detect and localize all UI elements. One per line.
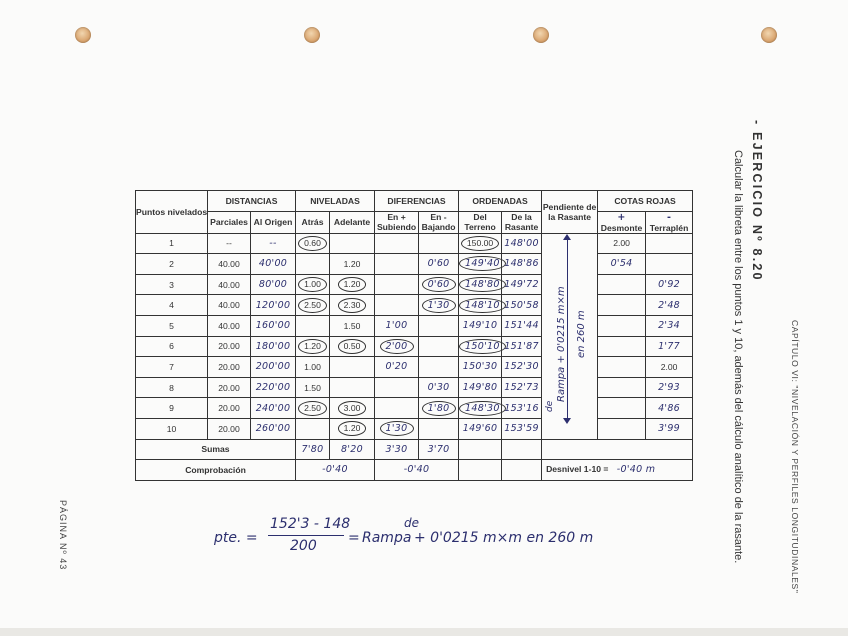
cell-atras (296, 377, 330, 398)
cell-terraplen (646, 336, 693, 357)
cell-desmonte (598, 418, 646, 439)
cell-subiendo (375, 418, 419, 439)
cell-subiendo (375, 315, 419, 336)
slope-formula (214, 516, 634, 560)
value-parcial: 20.00 (218, 423, 240, 434)
value-origen: 120'00 (255, 299, 291, 311)
value-origen: 240'00 (255, 402, 291, 414)
cell-parcial (208, 398, 251, 419)
formula-de: de (404, 516, 419, 530)
value-rasante: 148'86 (504, 258, 539, 270)
cell-terreno (459, 274, 502, 295)
header-bajando: En - Bajando (419, 211, 459, 233)
cell-punto (136, 254, 208, 275)
cell-origen (251, 274, 296, 295)
cell-parcial (208, 418, 251, 439)
header-terraplen: - Terraplén (646, 211, 693, 233)
cell-punto (136, 357, 208, 378)
value-origen: 260'00 (255, 423, 291, 435)
cell-desmonte (598, 274, 646, 295)
table-row (136, 398, 693, 419)
cell-rasante (502, 274, 542, 295)
table-row (136, 377, 693, 398)
cell-adelante (330, 315, 375, 336)
value-bajando: 1'30 (422, 298, 456, 313)
cell-origen (251, 398, 296, 419)
cell-origen (251, 357, 296, 378)
cell-bajando (419, 254, 459, 275)
value-terraplen: 0'92 (658, 279, 681, 291)
value-desmonte: 2.00 (613, 238, 630, 249)
header-atras: Atrás (296, 211, 330, 233)
cell-origen (251, 233, 296, 254)
value-terreno: 148'80 (459, 277, 506, 292)
cell-bajando (419, 418, 459, 439)
value-terreno: 150'30 (462, 361, 498, 373)
value-bajando: 0'60 (422, 277, 456, 292)
cell-terraplen (646, 357, 693, 378)
value-origen: 200'00 (255, 361, 291, 373)
formula-numerator: 152'3 - 148 (270, 516, 351, 532)
value-origen: -- (269, 237, 277, 249)
cell-parcial (208, 336, 251, 357)
table-row (136, 233, 693, 254)
cell-desmonte (598, 233, 646, 254)
value-bajando: 1'80 (422, 401, 456, 416)
header-diferencias: DIFERENCIAS (375, 191, 459, 212)
cell-desmonte (598, 254, 646, 275)
exercise-title: - EJERCICIO Nº 8.20 (750, 120, 764, 282)
cell-desmonte (598, 315, 646, 336)
cell-parcial (208, 357, 251, 378)
cell-bajando (419, 315, 459, 336)
cell-parcial (208, 377, 251, 398)
cell-terraplen (646, 315, 693, 336)
table-row (136, 418, 693, 439)
table-row (136, 254, 693, 275)
value-terraplen: 2'48 (658, 299, 681, 311)
sumas-adelante: 8'20 (330, 439, 375, 460)
cell-desmonte (598, 398, 646, 419)
cell-desmonte (598, 357, 646, 378)
header-al-origen: Al Origen (251, 211, 296, 233)
value-terreno: 149'60 (462, 423, 498, 435)
cell-subiendo (375, 233, 419, 254)
cell-punto (136, 315, 208, 336)
cell-parcial (208, 315, 251, 336)
arrow-line (567, 236, 568, 422)
cell-punto (136, 418, 208, 439)
cell-terraplen (646, 233, 693, 254)
cell-terraplen (646, 295, 693, 316)
table-row (136, 336, 693, 357)
cell-atras (296, 233, 330, 254)
value-parcial: 40.00 (218, 279, 240, 290)
value-rasante: 152'73 (504, 382, 539, 394)
value-atras: 2.50 (298, 298, 327, 313)
cell-adelante (330, 398, 375, 419)
value-parcial: 40.00 (218, 300, 240, 311)
cell-rasante (502, 295, 542, 316)
desnivel-cell (542, 460, 693, 481)
formula-lhs: pte. = (214, 530, 258, 546)
cell-parcial (208, 254, 251, 275)
leveling-booklet-table (135, 190, 693, 481)
cell-bajando (419, 357, 459, 378)
formula-equals: = (348, 530, 360, 546)
cell-atras (296, 398, 330, 419)
value-parcial: 20.00 (218, 382, 240, 393)
value-atras: 2.50 (298, 401, 327, 416)
header-pendiente: Pendiente de la Rasante (542, 191, 598, 234)
header-ordenadas: ORDENADAS (459, 191, 542, 212)
value-bajando: 0'30 (427, 382, 450, 394)
rampa-note-length: en 260 m (576, 309, 588, 358)
cell-rasante (502, 357, 542, 378)
value-terraplen: 2.00 (660, 361, 678, 372)
value-punto: 3 (169, 279, 174, 290)
comprobacion-niveladas: -0'40 (296, 460, 375, 481)
cell-origen (251, 295, 296, 316)
cell-subiendo (375, 336, 419, 357)
cell-adelante (330, 336, 375, 357)
value-rasante: 149'72 (504, 279, 539, 291)
header-puntos: Puntos nivelados (136, 191, 208, 234)
value-adelante: 1.20 (338, 277, 367, 292)
cell-punto (136, 336, 208, 357)
value-adelante: 1.20 (338, 421, 367, 436)
cell-atras (296, 254, 330, 275)
value-punto: 7 (169, 361, 174, 372)
cell-subiendo (375, 398, 419, 419)
value-origen: 180'00 (255, 340, 291, 352)
cell-terreno (459, 336, 502, 357)
value-punto: 5 (169, 320, 174, 331)
cell-bajando (419, 336, 459, 357)
rampa-note-de: de (545, 400, 556, 412)
header-del-terreno: Del Terreno (459, 211, 502, 233)
value-parcial: 40.00 (218, 258, 240, 269)
value-terreno: 148'30 (459, 401, 506, 416)
cell-terreno (459, 418, 502, 439)
comprobacion-label: Comprobación (136, 460, 296, 481)
value-bajando: 0'60 (427, 258, 450, 270)
cell-terreno (459, 295, 502, 316)
comprobacion-diferencias: -0'40 (375, 460, 459, 481)
value-terraplen: 4'86 (658, 402, 681, 414)
desnivel-label: Desnivel 1-10 = (546, 464, 609, 475)
cell-atras (296, 418, 330, 439)
value-terreno: 150'10 (459, 339, 506, 354)
cell-terraplen (646, 418, 693, 439)
formula-rest: + 0'0215 m×m en 260 m (414, 530, 594, 546)
cell-atras (296, 315, 330, 336)
value-punto: 2 (169, 258, 174, 269)
fraction-bar (268, 535, 344, 536)
cell-atras (296, 357, 330, 378)
cell-terraplen (646, 254, 693, 275)
value-rasante: 150'58 (504, 299, 539, 311)
cell-terreno (459, 398, 502, 419)
cell-terreno (459, 377, 502, 398)
value-rasante: 152'30 (504, 361, 539, 373)
cell-punto (136, 377, 208, 398)
punch-hole (761, 27, 777, 43)
cell-subiendo (375, 295, 419, 316)
cell-bajando (419, 398, 459, 419)
value-adelante: 1.20 (343, 258, 361, 269)
cell-parcial (208, 295, 251, 316)
sumas-label: Sumas (136, 439, 296, 460)
cell-punto (136, 398, 208, 419)
rampa-note: Rampa + 0'0215 m×m (556, 285, 568, 402)
pendiente-note-cell (542, 233, 598, 439)
punch-hole (304, 27, 320, 43)
value-punto: 9 (169, 403, 174, 414)
cell-rasante (502, 315, 542, 336)
value-atras: 1.50 (304, 382, 321, 393)
formula-denominator: 200 (290, 538, 317, 554)
header-cotas-rojas: COTAS ROJAS (598, 191, 693, 212)
cell-rasante (502, 233, 542, 254)
value-subiendo: 1'30 (380, 421, 414, 436)
value-desmonte: 0'54 (610, 258, 633, 270)
value-parcial: 40.00 (218, 320, 240, 331)
value-adelante: 3.00 (338, 401, 367, 416)
formula-rampa: Rampa (362, 530, 412, 546)
value-subiendo: 2'00 (380, 339, 414, 354)
value-terreno: 149'80 (462, 382, 498, 394)
value-terraplen: 3'99 (658, 423, 681, 435)
header-distancias: DISTANCIAS (208, 191, 296, 212)
cell-subiendo (375, 254, 419, 275)
cell-bajando (419, 295, 459, 316)
cell-parcial (208, 274, 251, 295)
value-punto: 6 (169, 341, 174, 352)
cell-bajando (419, 233, 459, 254)
header-de-la-rasante: De la Rasante (502, 211, 542, 233)
cell-subiendo (375, 377, 419, 398)
value-rasante: 153'16 (504, 402, 539, 414)
cell-origen (251, 254, 296, 275)
value-parcial: 20.00 (218, 341, 240, 352)
cell-punto (136, 274, 208, 295)
arrow-down-icon (563, 418, 571, 424)
value-terreno: 149'40 (459, 256, 506, 271)
cell-parcial (208, 233, 251, 254)
chapter-heading: CAPÍTULO VI: "NIVELACIÓN Y PERFILES LONGITUDINALES" (790, 320, 800, 594)
value-subiendo: 1'00 (385, 320, 408, 332)
value-punto: 1 (169, 238, 174, 249)
value-parcial: -- (226, 238, 232, 249)
cell-atras (296, 295, 330, 316)
table-row (136, 274, 693, 295)
cell-atras (296, 336, 330, 357)
sumas-atras: 7'80 (296, 439, 330, 460)
header-subiendo: En + Subiendo (375, 211, 419, 233)
cell-terreno (459, 233, 502, 254)
cell-rasante (502, 336, 542, 357)
cell-adelante (330, 274, 375, 295)
value-rasante: 153'59 (504, 423, 539, 435)
exercise-statement: Calcular la libreta entre los puntos 1 y 10, además del cálculo analítico de la rasante. (732, 150, 744, 564)
cell-origen (251, 336, 296, 357)
header-niveladas: NIVELADAS (296, 191, 375, 212)
value-adelante: 2.30 (338, 298, 367, 313)
cell-terraplen (646, 274, 693, 295)
page-number: PÁGINA Nº 43 (58, 500, 68, 571)
cell-atras (296, 274, 330, 295)
cell-desmonte (598, 295, 646, 316)
header-adelante: Adelante (330, 211, 375, 233)
cell-rasante (502, 254, 542, 275)
cell-terreno (459, 357, 502, 378)
cell-adelante (330, 418, 375, 439)
sumas-bajando: 3'70 (419, 439, 459, 460)
value-adelante: 1.50 (343, 320, 361, 331)
sumas-subiendo: 3'30 (375, 439, 419, 460)
sheet-edge (0, 628, 848, 636)
table-row (136, 315, 693, 336)
value-punto: 8 (169, 382, 174, 393)
value-parcial: 20.00 (218, 361, 240, 372)
cell-rasante (502, 418, 542, 439)
cell-rasante (502, 398, 542, 419)
cell-origen (251, 418, 296, 439)
value-atras: 1.00 (304, 361, 321, 372)
cell-bajando (419, 274, 459, 295)
cell-adelante (330, 295, 375, 316)
cell-punto (136, 233, 208, 254)
value-atras: 1.20 (298, 339, 327, 354)
cell-origen (251, 315, 296, 336)
cell-adelante (330, 357, 375, 378)
value-punto: 10 (166, 423, 177, 434)
cell-subiendo (375, 274, 419, 295)
value-atras: 0.60 (298, 236, 327, 251)
value-rasante: 148'00 (504, 237, 539, 249)
value-atras: 1.00 (298, 277, 327, 292)
value-terraplen: 2'34 (658, 320, 681, 332)
header-parciales: Parciales (208, 211, 251, 233)
value-origen: 40'00 (258, 258, 288, 270)
cell-bajando (419, 377, 459, 398)
value-subiendo: 0'20 (385, 361, 408, 373)
cell-terreno (459, 254, 502, 275)
table-row (136, 295, 693, 316)
cell-desmonte (598, 377, 646, 398)
header-desmonte: + Desmonte (598, 211, 646, 233)
cell-adelante (330, 377, 375, 398)
value-rasante: 151'44 (504, 320, 539, 332)
desnivel-value: -0'40 m (616, 464, 656, 476)
cell-punto (136, 295, 208, 316)
value-terreno: 148'10 (459, 298, 506, 313)
cell-desmonte (598, 336, 646, 357)
value-punto: 4 (169, 300, 174, 311)
cell-origen (251, 377, 296, 398)
value-adelante: 0.50 (338, 339, 367, 354)
value-terraplen: 1'77 (658, 340, 681, 352)
cell-terraplen (646, 398, 693, 419)
value-terreno: 149'10 (462, 320, 498, 332)
value-origen: 80'00 (258, 279, 288, 291)
cell-adelante (330, 233, 375, 254)
cell-adelante (330, 254, 375, 275)
punch-hole (75, 27, 91, 43)
value-terreno: 150.00 (461, 236, 499, 251)
table-row (136, 357, 693, 378)
cell-terreno (459, 315, 502, 336)
punch-hole (533, 27, 549, 43)
value-origen: 160'00 (255, 320, 291, 332)
value-terraplen: 2'93 (658, 382, 681, 394)
cell-terraplen (646, 377, 693, 398)
value-origen: 220'00 (255, 382, 291, 394)
cell-rasante (502, 377, 542, 398)
value-parcial: 20.00 (218, 403, 240, 414)
cell-subiendo (375, 357, 419, 378)
value-rasante: 151'87 (504, 340, 539, 352)
